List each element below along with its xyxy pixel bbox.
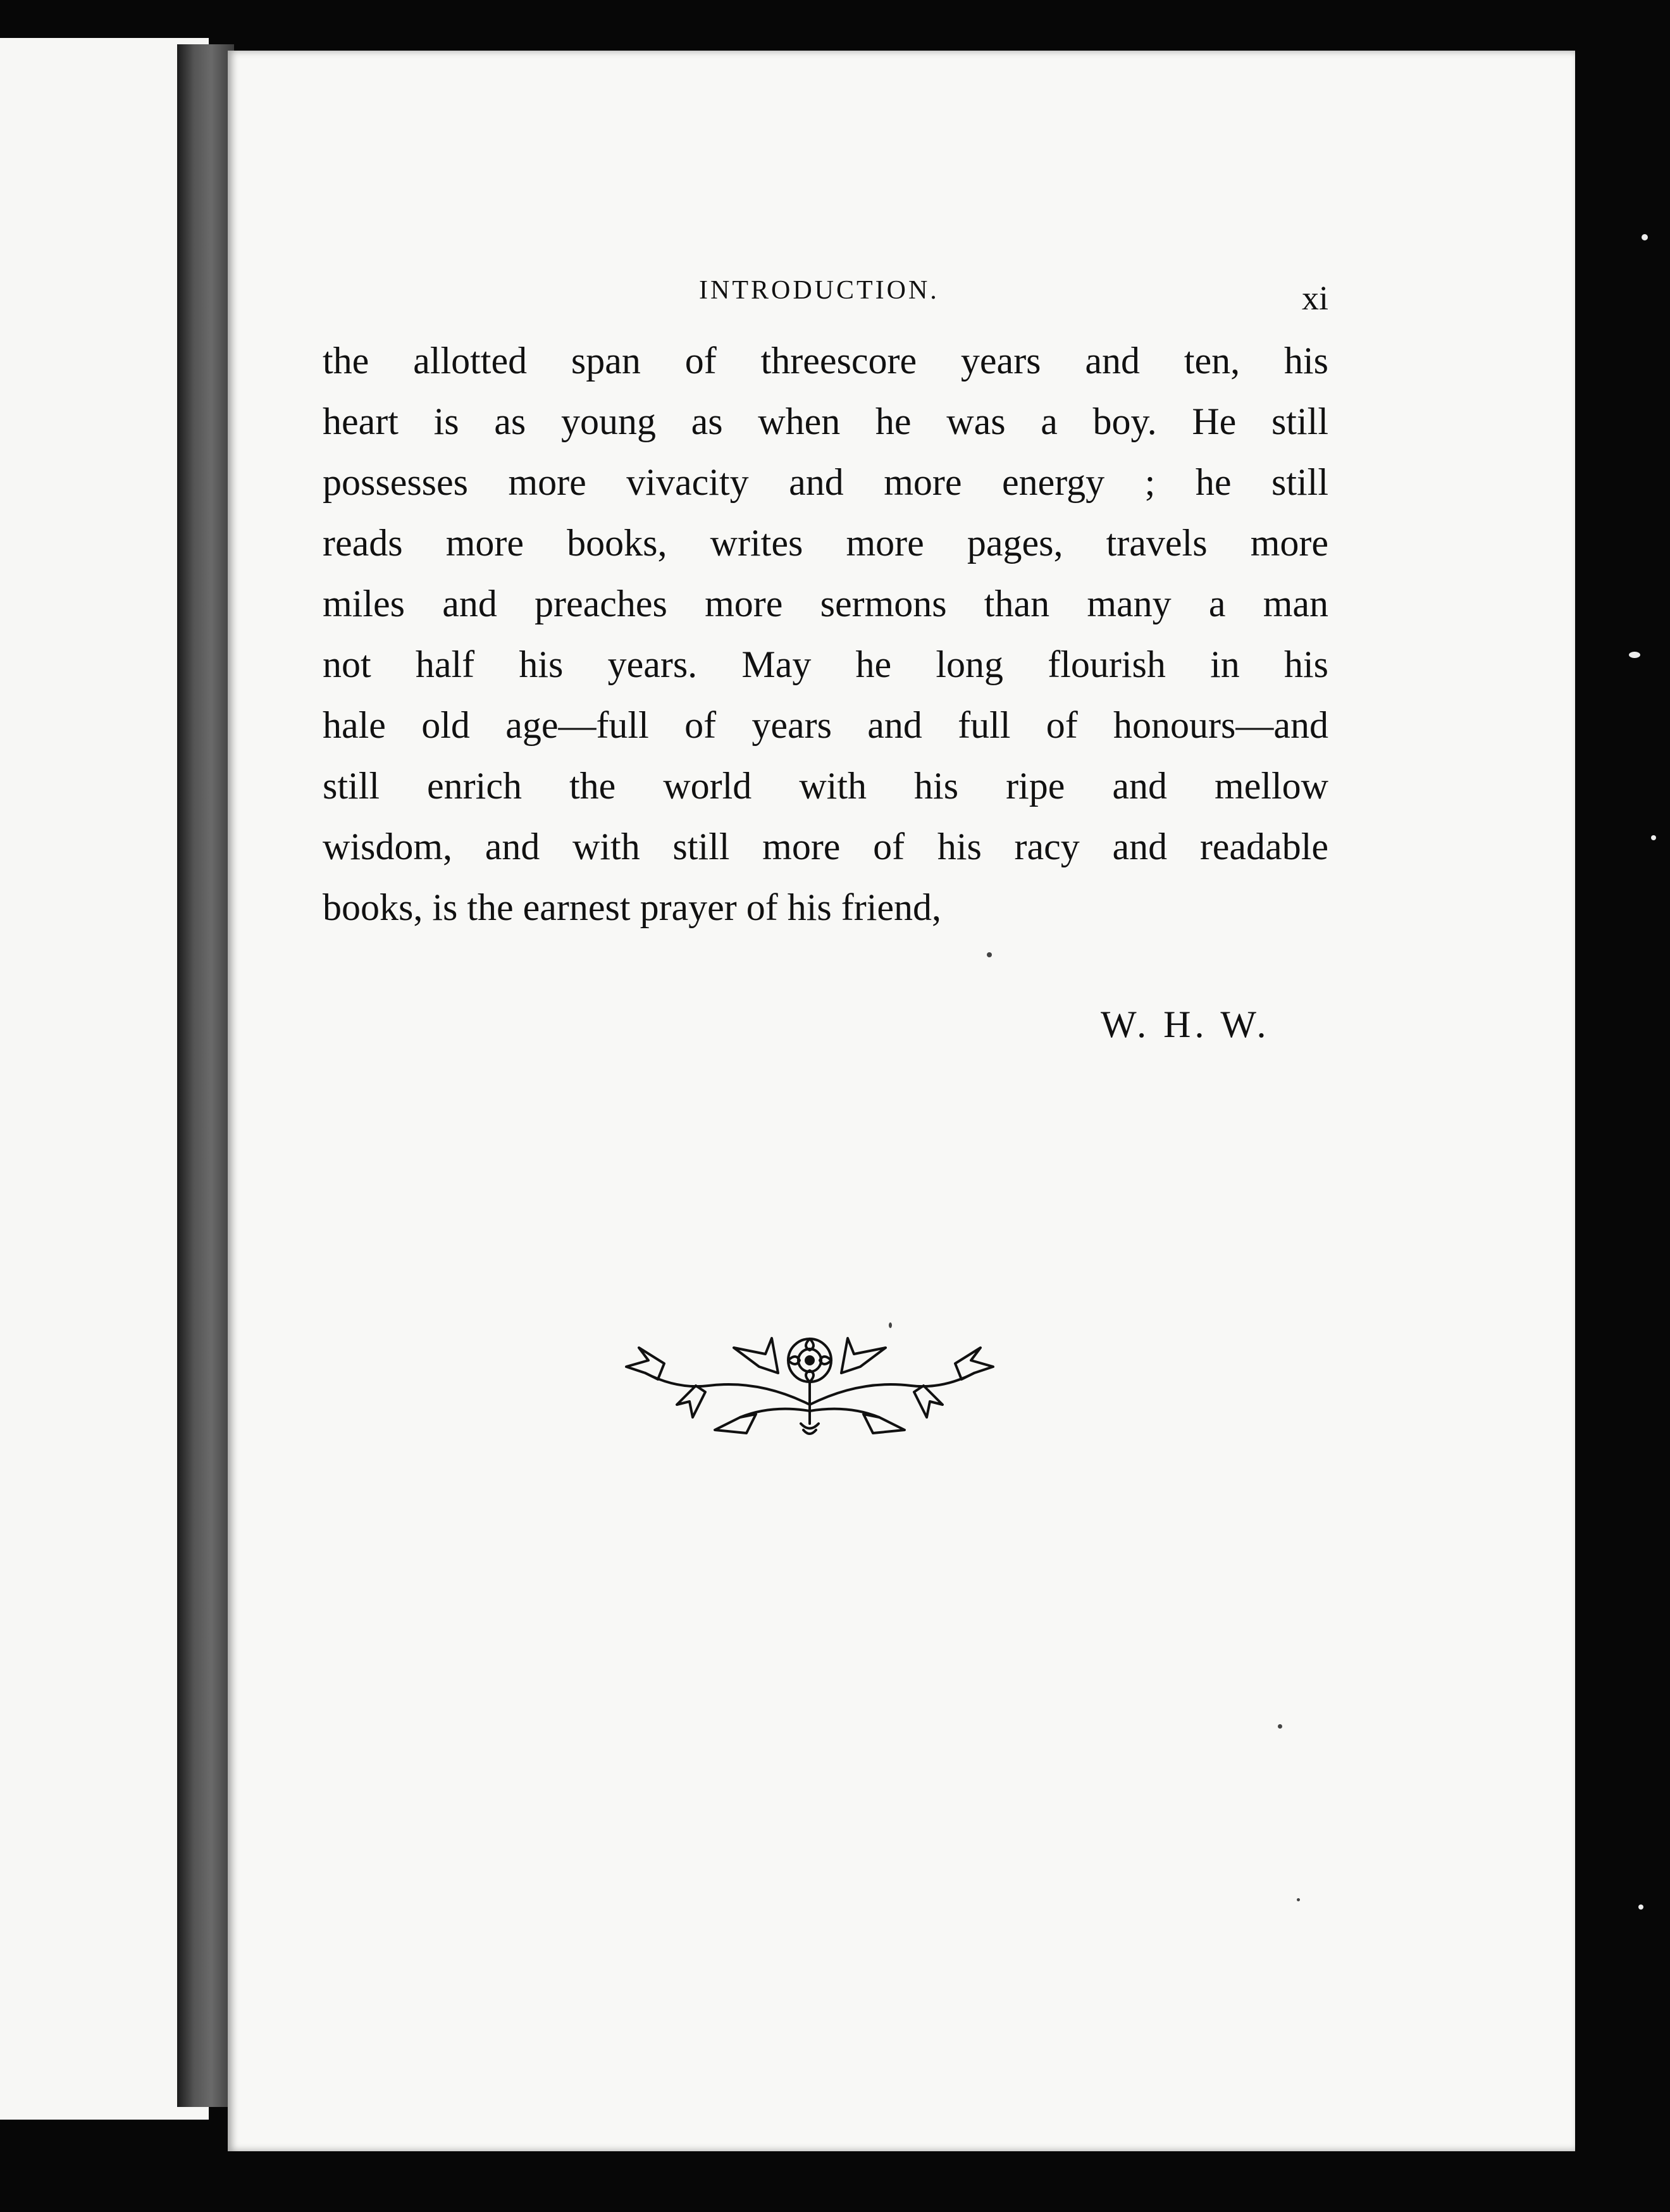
scan-speck bbox=[1642, 234, 1648, 240]
scan-speck bbox=[1629, 652, 1640, 658]
text-line: wisdom, and with still more of his racy and readable bbox=[323, 826, 1328, 867]
ink-speck bbox=[1278, 1724, 1282, 1729]
text-line: the allotted span of threescore years and ten, his bbox=[323, 340, 1328, 382]
text-line: still enrich the world with his ripe and mellow bbox=[323, 765, 1328, 807]
text-line: books, is the earnest prayer of his friend, bbox=[323, 886, 942, 928]
book-gutter-shadow bbox=[177, 44, 234, 2107]
ink-speck bbox=[987, 952, 992, 957]
text-line: not half his years. May he long flourish in his bbox=[323, 643, 1328, 685]
floral-ornament-icon bbox=[620, 1329, 999, 1455]
signature-initials: W. H. W. bbox=[1101, 1003, 1270, 1045]
running-head: INTRODUCTION. bbox=[699, 276, 939, 305]
ink-speck bbox=[1297, 1898, 1300, 1901]
scan-speck bbox=[1638, 1904, 1643, 1910]
text-line: hale old age—full of years and full of honours—and bbox=[323, 704, 1328, 746]
text-line: possesses more vivacity and more energy ; he still bbox=[323, 461, 1328, 503]
text-line: heart is as young as when he was a boy. He still bbox=[323, 401, 1328, 442]
scan-speck bbox=[1651, 835, 1656, 840]
text-line: reads more books, writes more pages, travels more bbox=[323, 522, 1328, 564]
text-line: miles and preaches more sermons than many a man bbox=[323, 583, 1328, 624]
ink-speck bbox=[889, 1322, 892, 1328]
page-number: xi bbox=[1302, 279, 1329, 317]
